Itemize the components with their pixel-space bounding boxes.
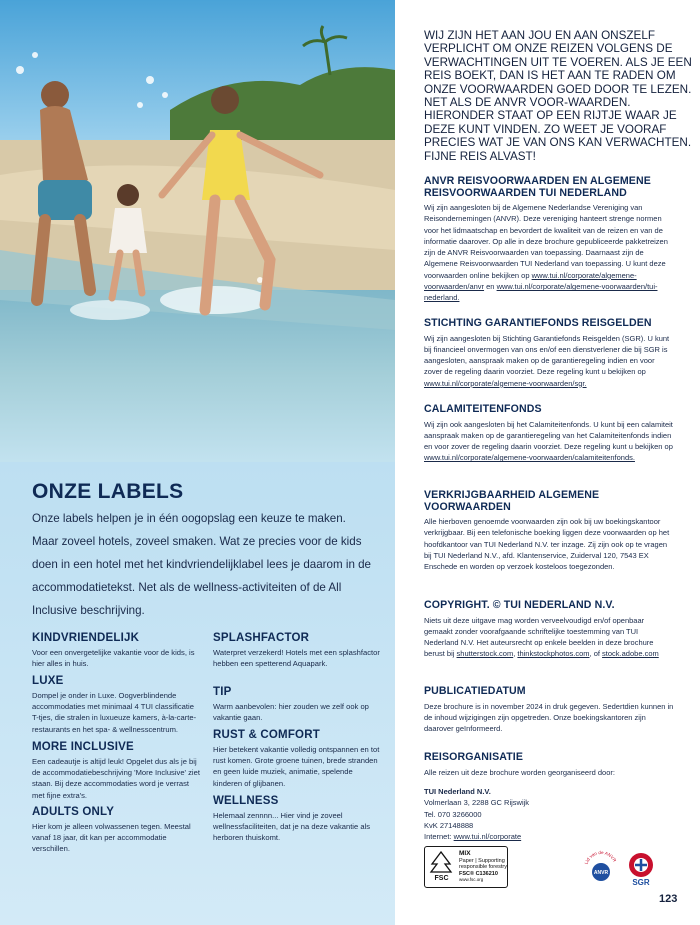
label-title: SPLASHFACTOR [213, 632, 310, 644]
fsc-logo [424, 846, 508, 888]
section-anvr [424, 176, 674, 304]
label-title: TIP [213, 686, 232, 698]
section-title: STICHTING GARANTIEFONDS REISGELDEN [424, 317, 652, 329]
label-body: Een cadeautje is altijd leuk! Opgelet dus als je bij de accommodatiebeschrijving 'More Inclusive' ziet staan. Bij deze accommodaties word je verrast met fijne extra's. [32, 757, 200, 800]
section-title: REISORGANISATIE [424, 751, 524, 763]
section-calamiteitenfonds [424, 404, 674, 464]
section-body: Wij zijn aangesloten bij Stichting Garantiefonds Reisgelden (SGR). U kunt bij financieel onvermogen van ons en/of een dienstverlener die bij SGR is aangesloten, aanspraak maken op de garantieregeling indien en voor zover de regeling daarin voorziet. Deze regeling kunt u bekijken op www.tui.nl/corporate/algemene-voorwaarden/sgr. [424, 333, 670, 388]
section-title: ANVR REISVOORWAARDEN EN ALGEMENE REISVOORWAARDEN TUI NEDERLAND [424, 175, 651, 199]
section-body: Niets uit deze uitgave mag worden verveelvoudigd en/of openbaar gemaakt zonder voorafgaande schriftelijke toestemming van TUI Nederland N.V. Het auteursrecht op enkele beelden in deze brochure berust bij shutterstock.com, thinkstockphotos.com, of stock.adobe.com [424, 615, 659, 659]
organisation-address [424, 786, 624, 842]
section-copyright [424, 600, 674, 660]
label-title: KINDVRIENDELIJK [32, 632, 140, 644]
section-reisorganisatie [424, 752, 674, 778]
org-address: Volmerlaan 3, 2288 GC Rijswijk [424, 798, 530, 808]
section-sgr [424, 318, 674, 389]
label-body: Voor een onvergetelijke vakantie voor de kids, is hier alles in huis. [32, 648, 195, 669]
label-title: RUST & COMFORT [213, 729, 320, 741]
fsc-text: MIX Paper | Supporting responsible forestry FSC® C136210 www.fsc.org [459, 850, 507, 882]
label-tip [213, 686, 383, 723]
label-body: Helemaal zennnn... Hier vind je zoveel wellnessfaciliteiten, dat je na deze vakantie als herboren thuiskomt. [213, 811, 371, 843]
conditions-column [395, 0, 700, 925]
label-rust-comfort [213, 729, 383, 789]
org-internet: Internet: www.tui.nl/corporate [424, 832, 522, 842]
tui-conditions-link[interactable]: www.tui.nl/corporate/algemene-voorwaarden/tui-nederland. [424, 282, 658, 303]
section-title: COPYRIGHT. © TUI NEDERLAND N.V. [424, 599, 615, 611]
label-luxe [32, 675, 202, 735]
label-body: Hier kom je alleen volwassenen tegen. Meestal vanaf 18 jaar, dit kan per accommodatie verschillen. [32, 822, 191, 854]
section-title: CALAMITEITENFONDS [424, 403, 542, 415]
anvr-link[interactable]: www.tui.nl/corporate/algemene-voorwaarden/anvr [424, 270, 637, 292]
section-publicatiedatum [424, 686, 674, 734]
label-body: Hier betekent vakantie volledig ontspannen en tot rust komen. Grote groene tuinen, brede stranden en geen luide muziek, animatie, spelende kinderen of glijbanen. [213, 745, 380, 788]
label-wellness [213, 795, 383, 844]
svg-text:SGR: SGR [632, 878, 650, 887]
svg-text:ANVR: ANVR [593, 870, 609, 876]
sgr-logo [623, 850, 659, 888]
section-body: Alle hierboven genoemde voorwaarden zijn ook bij uw boekingskantoor verkrijgbaar. Bij een telefonische boeking liggen deze voorwaarden op het hoofdkantoor van TUI Nederland N.V. ter inzage. Zij zijn ook op te vragen bij TUI Nederland N.V., afd. Klantenservice, Zuiderval 120, 7543 EX Enschede en worden op verzoek kosteloos toegezonden. [424, 517, 670, 572]
section-verkrijgbaarheid [424, 490, 674, 572]
calamiteitenfonds-link[interactable]: www.tui.nl/corporate/algemene-voorwaarden/calamiteitenfonds. [424, 453, 635, 463]
section-title: VERKRIJGBAARHEID ALGEMENE VOORWAARDEN [424, 489, 600, 513]
section-body: Deze brochure is in november 2024 in druk gegeven. Sedertdien kunnen in de inhoud wijzigingen zijn opgetreden. Onze boekingskantoren zijn daarover geïnformeerd. [424, 701, 674, 734]
label-title: MORE INCLUSIVE [32, 741, 134, 753]
thinkstock-link[interactable]: thinkstockphotos.com [517, 649, 590, 659]
shutterstock-link[interactable]: shutterstock.com [456, 649, 514, 659]
labels-intro: Onze labels helpen je in één oogopslag een keuze te maken. Maar zoveel hotels, zoveel smaken. Wat ze precies voor de kids doen in een hotel met het kindvriendelijklabel lees je daarom in de accommodatietekst. Net als de wellness-activiteiten of de All Inclusive beschrijving. [32, 512, 372, 617]
section-body: Wij zijn ook aangesloten bij het Calamiteitenfonds. U kunt bij een calamiteit aanspraak maken op de garantieregeling van het Calamiteitenfonds indien en voor zover de regeling daarin voorziet. Deze regeling kunt u bekijken op www.tui.nl/corporate/algemene-voorwaarden/calamiteitenfonds. [424, 419, 673, 463]
label-body: Dompel je onder in Luxe. Oogverblindende accommodaties met minimaal 4 TUI classificatie T-tjes, die stralen in luxueuze kamers, à-la-carte-restaurants en het spa- & wellnesscentrum. [32, 691, 197, 734]
tui-corporate-link[interactable]: www.tui.nl/corporate [453, 832, 522, 842]
label-title: WELLNESS [213, 795, 279, 807]
section-title: PUBLICATIEDATUM [424, 685, 526, 697]
label-splashfactor [213, 632, 383, 669]
label-adults-only [32, 806, 202, 855]
section-body: Wij zijn aangesloten bij de Algemene Nederlandse Vereniging van Reisondernemingen (ANVR). Deze vereniging hanteert strenge normen voor het lidmaatschap en bevordert de kwaliteit van de reizen en van de informatie daarover. Op alle in deze brochure gepubliceerde pakketreizen zijn de ANVR Reisvoorwaarden van toepassing. Daarnaast zijn de Algemene Reisvoorwaarden TUI Nederland van toepassing. U kunt deze voorwaarden online bekijken op www.tui.nl/corporate/algemene-voorwaarden/anvr en www.tui.nl/corporate/algemene-voorwaarden/tui-nederland. [424, 203, 668, 303]
org-tel: Tel. 070 3266000 [424, 809, 482, 819]
sgr-link[interactable]: www.tui.nl/corporate/algemene-voorwaarden/sgr. [424, 378, 587, 388]
anvr-logo [581, 848, 621, 888]
page-number: 123 [659, 893, 678, 905]
beach-photo [0, 0, 395, 462]
org-kvk: KvK 27148888 [424, 820, 474, 830]
label-body: Waterpret verzekerd! Hotels met een splashfactor hebben een spetterend Aquapark. [213, 648, 380, 669]
adobe-stock-link[interactable]: stock.adobe.com [602, 649, 659, 659]
fsc-mark-text: FSC [434, 875, 449, 882]
label-more-inclusive [32, 741, 202, 801]
svg-text:Lid van de ANVR: Lid van de ANVR [583, 849, 618, 865]
labels-title: ONZE LABELS [32, 480, 184, 503]
fsc-tree-icon [428, 850, 455, 884]
section-body: Alle reizen uit deze brochure worden georganiseerd door: [424, 767, 615, 777]
org-name: TUI Nederland N.V. [424, 787, 491, 796]
intro-paragraph: WIJ ZIJN HET AAN JOU EN AAN ONSZELF VERPLICHT OM ONZE REIZEN VOLGENS DE VERWACHTINGEN UIT TE VOEREN. ALS JE EEN REIS BOEKT, DAN IS HET AAN TE RADEN OM ONZE VOORWAARDEN GOED DOOR TE LEZEN. NET ALS DE ANVR VOOR-WAARDEN. HIERONDER STAAT OP EEN RIJTJE WAAR JE DEZE KUNT VINDEN. ZO WEET JE VOORAF PRECIES WAT JE VAN ONS KAN VERWACHTEN. FIJNE REIS ALVAST! [424, 29, 692, 163]
label-title: ADULTS ONLY [32, 806, 115, 818]
label-kindvriendelijk [32, 632, 202, 669]
label-body: Warm aanbevolen: hier zouden we zelf ook op vakantie gaan. [213, 702, 369, 723]
label-title: LUXE [32, 675, 64, 687]
